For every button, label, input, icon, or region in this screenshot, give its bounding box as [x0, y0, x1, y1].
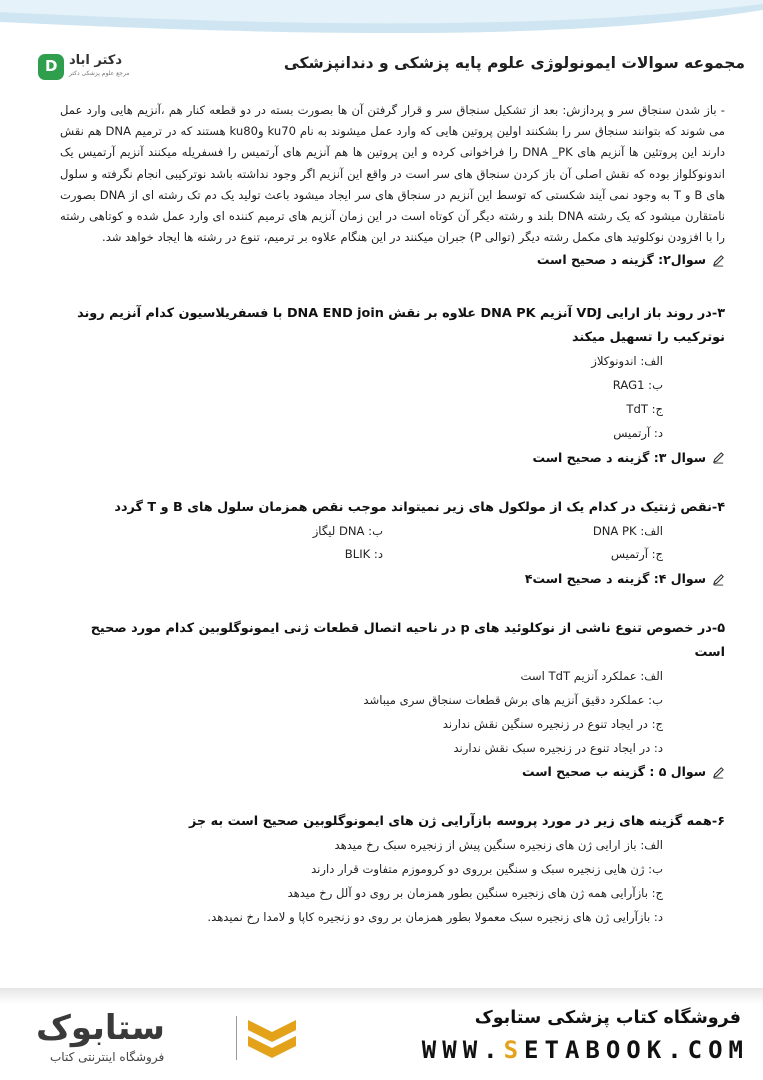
page-title: مجموعه سوالات ایمونولوژی علوم پایه پزشکی و دندانپزشکی — [283, 54, 745, 72]
shop-name: فروشگاه کتاب پزشکی ستابوک — [474, 1008, 741, 1028]
pencil-icon — [712, 573, 725, 586]
page-footer — [0, 988, 763, 1080]
logo-subtext: مرجع علوم پزشکی دکتر — [69, 70, 130, 77]
footer-divider — [0, 988, 763, 1004]
shop-url[interactable]: WWW.SETABOOK.COM — [421, 1036, 749, 1064]
pencil-icon — [712, 766, 725, 779]
option-item: د: بازآرایی ژن های زنجیره سبک معمولا بطور همزمان بر روی دو زنجیره کاپا و لامدا رخ نمیدهد. — [207, 909, 663, 924]
option-item: ج: آرتمیس — [610, 547, 663, 562]
option-item: الف: عملکرد آنزیم TdT است — [520, 669, 663, 684]
question-title: ۵-در خصوص تنوع ناشی از نوکلوئید های p در ناحیه اتصال قطعات ژنی ایمونوگلوبین کدام مورد صحیح است — [90, 621, 725, 661]
intro-paragraph: - باز شدن سنجاق سر و پردازش: بعد از تشکیل سنجاق سر و قرار گرفتن آن ها بصورت بسته در دو قطعه کنار هم ،آنزیم هایی وارد عمل می شوند که بتوانند سنجاق سر را بشکنند اولین پروتین هایی که وارد عمل میشوند به نام ku70 وku80 هستند که در ترمیم DNA هم نقش دارند این پروتئین ها آنزیم های DNA _PK را فراخوانی کرده و این پروتین ها هم آنزیم های آرتمیس را فسفریله میکنند آنزیم آرتمیس یک اندونوکلواز بوده که نقش اصلی آن باز کردن سنجاق های سر است در واقع این آنزیم اگر وجود نداشته باشد نوترکیبی انجام نگرفته و سلول های B و T به وجود نمی آیند شکستی که توسط این آنزیم در سنجاق های سر ایجاد میشود باعث تولید یک دم تک رشته ای از DNA بصورت نامتقارن میشود که یک رشته DNA بلند و رشته دیگر آن کوتاه است در این زمان آنزیم های ترمیم کننده ای وارد عمل شده و کوتاهی رشته را با افزودن نوکلوتید های مکمل رشته دیگر (توالی P) جبران میکنند در این هنگام علاوه بر ترمیم، تنوع در رشته ها ایجاد خواهد شد. — [60, 103, 726, 245]
book-chevron-icon — [244, 1014, 300, 1064]
option-item: الف: DNA PK — [592, 523, 663, 538]
logo-text: دکتر اباد — [69, 53, 123, 68]
option-item: ج: در ایجاد تنوع در زنجیره سنگین نقش ندارند — [442, 716, 663, 731]
question-title: ۴-نقص ژنتیک در کدام یک از مولکول های زیر نمیتواند موجب نقص همزمان سلول های B و T گردد — [114, 499, 725, 515]
option-item: الف: باز ارایی ژن های زنجیره سنگین پیش از زنجیره سبک رخ میدهد — [334, 838, 663, 853]
logo-divider — [236, 1016, 237, 1060]
page-header — [0, 44, 763, 90]
option-row — [60, 543, 725, 567]
answer-line: سوال۲: گزینه د صحیح است — [60, 248, 725, 272]
option-item: ب: DNA لیگاز — [312, 523, 383, 538]
option-item: ج: TdT — [626, 402, 663, 417]
pencil-icon — [712, 254, 725, 267]
option-item: د: BLIK — [344, 547, 383, 562]
option-item: ب: ژن هایی زنجیره سبک و سنگین برروی دو کروموزم متفاوت قرار دارند — [311, 862, 663, 877]
pencil-icon — [712, 451, 725, 464]
doctorabad-logo-icon: D — [38, 54, 64, 80]
setabook-logo — [32, 1010, 302, 1070]
setabook-logo-subtext: فروشگاه اینترنتی کتاب — [50, 1050, 165, 1064]
option-item: ب: RAG1 — [612, 378, 663, 393]
option-item: د: آرتمیس — [613, 425, 663, 440]
document-body — [60, 100, 725, 930]
option-item: الف: اندونوکلاز — [591, 354, 663, 369]
answer-line: سوال ۵ : گزینه ب صحیح است — [60, 760, 725, 784]
option-item: ب: عملکرد دقیق آنزیم های برش قطعات سنجاق سری میباشد — [363, 693, 663, 707]
question-title: ۳-در روند باز ارایی VDJ آنزیم DNA PK علاوه بر نقش DNA END join با فسفریلاسیون کدام آنزیم روند نوترکیب را تسهیل میکند — [77, 306, 725, 346]
answer-line: سوال ۳: گزینه د صحیح است — [60, 446, 725, 470]
option-row — [60, 520, 725, 544]
setabook-logo-word: ستابوک — [36, 1008, 165, 1048]
option-item: د: در ایجاد تنوع در زنجیره سبک نقش ندارند — [453, 740, 663, 755]
option-item: ج: بازآرایی همه ژن های زنجیره سنگین بطور همزمان بر روی دو آلل رخ میدهد — [287, 885, 663, 900]
answer-line: سوال ۴: گزینه د صحیح است۴ — [60, 567, 725, 591]
question-title: ۶-همه گزینه های زیر در مورد پروسه بازآرایی ژن های ایمونوگلوبین صحیح است به جز — [188, 814, 725, 830]
doctorabad-logo — [38, 52, 133, 82]
top-decorative-wave — [0, 0, 763, 40]
